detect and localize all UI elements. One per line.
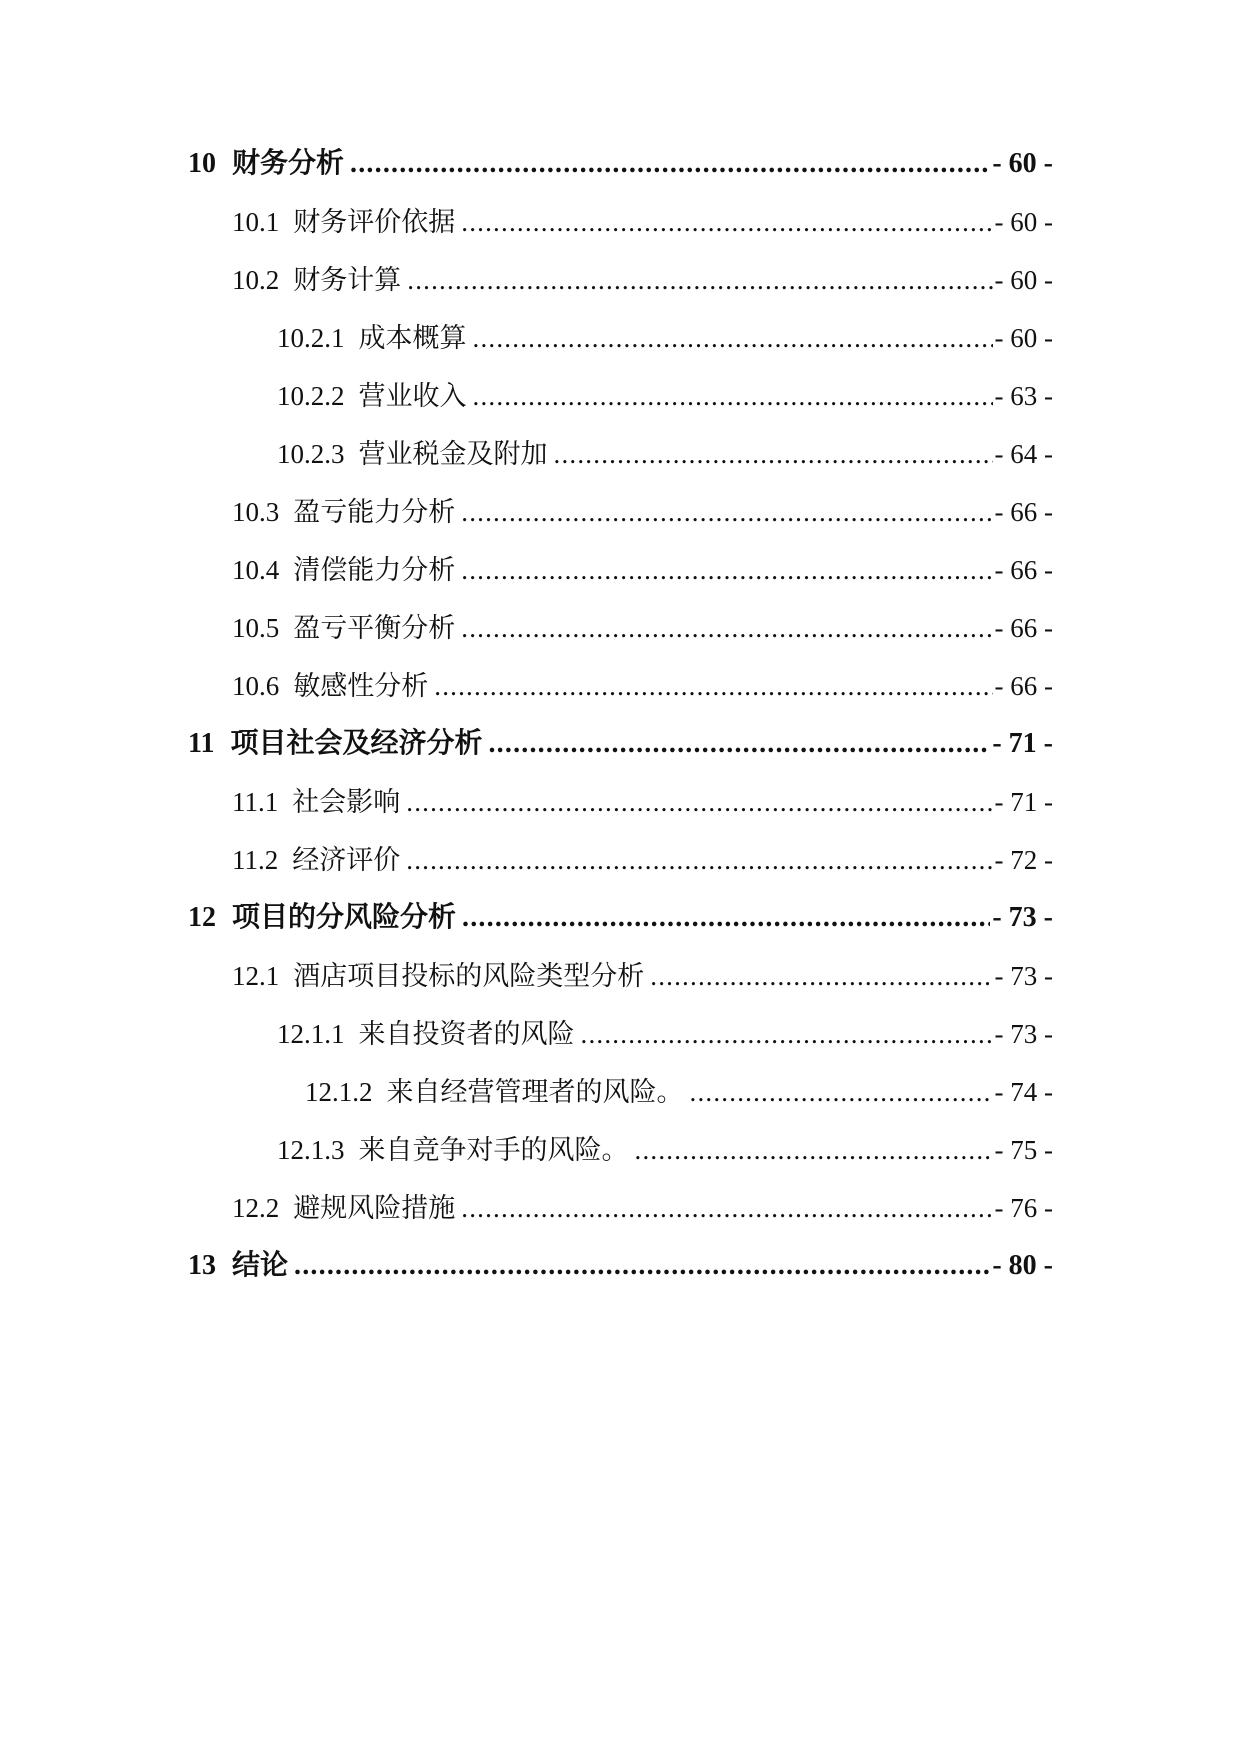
toc-entry[interactable]: [232, 782, 1053, 822]
dot-leader: [434, 666, 992, 706]
toc-entry-page: - 66 -: [994, 613, 1053, 643]
toc-entry[interactable]: [277, 1130, 1053, 1170]
toc-entry-page: - 63 -: [994, 381, 1053, 411]
toc-entry[interactable]: [232, 608, 1053, 648]
toc-entry-number: 10.6: [232, 671, 280, 701]
toc-entry-number: 12.1.3: [277, 1135, 345, 1165]
toc-entry-title: 营业收入: [358, 381, 467, 411]
toc-entry-number: 12.1.1: [277, 1019, 345, 1049]
dot-leader: [407, 260, 992, 300]
toc-entry[interactable]: [232, 1188, 1053, 1228]
dot-leader: [690, 1072, 993, 1112]
toc-entry[interactable]: [232, 666, 1053, 706]
toc-entry-title: 盈亏能力分析: [293, 497, 456, 527]
toc-entry-title: 酒店项目投标的风险类型分析: [293, 961, 645, 991]
dot-leader: [461, 1188, 992, 1228]
toc-entry-page: - 66 -: [994, 497, 1053, 527]
toc-entry-number: 11.2: [232, 845, 279, 875]
dot-leader: [461, 492, 992, 532]
toc-entry-number: 10.2: [232, 265, 280, 295]
dot-leader: [406, 840, 992, 880]
toc-entry-number: 12.1: [232, 961, 280, 991]
toc-entry-page: - 76 -: [994, 1193, 1053, 1223]
dot-leader: [350, 144, 990, 184]
toc-entry-title: 敏感性分析: [293, 671, 429, 701]
toc-entry-title: 盈亏平衡分析: [293, 613, 456, 643]
toc-entry-page: - 71 -: [994, 787, 1053, 817]
toc-entry-page: - 74 -: [994, 1077, 1053, 1107]
toc-entry-title: 来自投资者的风险: [358, 1019, 575, 1049]
toc-entry-number: 10: [188, 148, 216, 179]
dot-leader: [294, 1246, 990, 1286]
toc-entry-page: - 66 -: [994, 671, 1053, 701]
toc-entry-number: 13: [188, 1250, 216, 1281]
toc-entry-page: - 60 -: [994, 265, 1053, 295]
toc-entry-page: - 80 -: [992, 1250, 1053, 1281]
toc-entry-number: 10.5: [232, 613, 280, 643]
toc-entry-title: 财务计算: [293, 265, 402, 295]
toc-entry-page: - 66 -: [994, 555, 1053, 585]
toc-entry-page: - 60 -: [992, 148, 1053, 179]
toc-entry-number: 10.2.1: [277, 323, 345, 353]
toc-entry-title: 成本概算: [358, 323, 467, 353]
toc-entry-page: - 60 -: [994, 207, 1053, 237]
toc-entry-number: 10.2.2: [277, 381, 345, 411]
toc-entry[interactable]: [188, 144, 1053, 184]
toc-entry[interactable]: [232, 956, 1053, 996]
toc-entry-number: 12.1.2: [305, 1077, 373, 1107]
toc-entry[interactable]: [188, 724, 1053, 764]
dot-leader: [488, 724, 990, 764]
toc-entry-title: 营业税金及附加: [358, 439, 548, 469]
toc-entry-title: 财务分析: [232, 148, 345, 179]
toc-entry-page: - 75 -: [994, 1135, 1053, 1165]
toc-entry[interactable]: [232, 202, 1053, 242]
toc-entry-page: - 73 -: [992, 902, 1053, 933]
toc-entry[interactable]: [188, 1246, 1053, 1286]
dot-leader: [473, 376, 993, 416]
toc-entry-title: 项目的分风险分析: [232, 902, 457, 933]
toc-entry[interactable]: [232, 492, 1053, 532]
toc-entry-title: 项目社会及经济分析: [230, 728, 483, 759]
toc-entry[interactable]: [277, 376, 1053, 416]
dot-leader: [473, 318, 993, 358]
toc-entry-number: 11.1: [232, 787, 279, 817]
toc-entry[interactable]: [232, 260, 1053, 300]
toc-entry-title: 避规风险措施: [293, 1193, 456, 1223]
toc-entry-number: 10.4: [232, 555, 280, 585]
toc-entry-title: 经济评价: [292, 845, 401, 875]
dot-leader: [581, 1014, 993, 1054]
toc-entry-number: 10.1: [232, 207, 280, 237]
toc-entry-title: 来自竞争对手的风险。: [358, 1135, 629, 1165]
toc-entry-title: 清偿能力分析: [293, 555, 456, 585]
dot-leader: [554, 434, 993, 474]
toc-entry[interactable]: [277, 318, 1053, 358]
toc-entry-page: - 72 -: [994, 845, 1053, 875]
toc-entry-page: - 73 -: [994, 961, 1053, 991]
toc-entry[interactable]: [232, 550, 1053, 590]
toc-entry-title: 社会影响: [292, 787, 401, 817]
toc-entry-number: 10.3: [232, 497, 280, 527]
dot-leader: [462, 898, 990, 938]
toc-entry-page: - 64 -: [994, 439, 1053, 469]
toc-entry[interactable]: [305, 1072, 1053, 1112]
toc-entry-page: - 73 -: [994, 1019, 1053, 1049]
dot-leader: [461, 550, 992, 590]
dot-leader: [635, 1130, 993, 1170]
toc-entry-number: 12: [188, 902, 216, 933]
dot-leader: [461, 202, 992, 242]
dot-leader: [461, 608, 992, 648]
toc-entry-number: 11: [188, 728, 215, 759]
toc-entry-number: 12.2: [232, 1193, 280, 1223]
toc-entry-title: 财务评价依据: [293, 207, 456, 237]
toc-entry[interactable]: [277, 434, 1053, 474]
toc-entry[interactable]: [232, 840, 1053, 880]
toc-entry[interactable]: [277, 1014, 1053, 1054]
toc-entry-title: 结论: [232, 1250, 289, 1281]
toc-entry[interactable]: [188, 898, 1053, 938]
dot-leader: [650, 956, 992, 996]
toc-entry-page: - 60 -: [994, 323, 1053, 353]
toc-entry-page: - 71 -: [992, 728, 1053, 759]
toc-entry-number: 10.2.3: [277, 439, 345, 469]
dot-leader: [406, 782, 992, 822]
toc-entry-title: 来自经营管理者的风险。: [386, 1077, 684, 1107]
